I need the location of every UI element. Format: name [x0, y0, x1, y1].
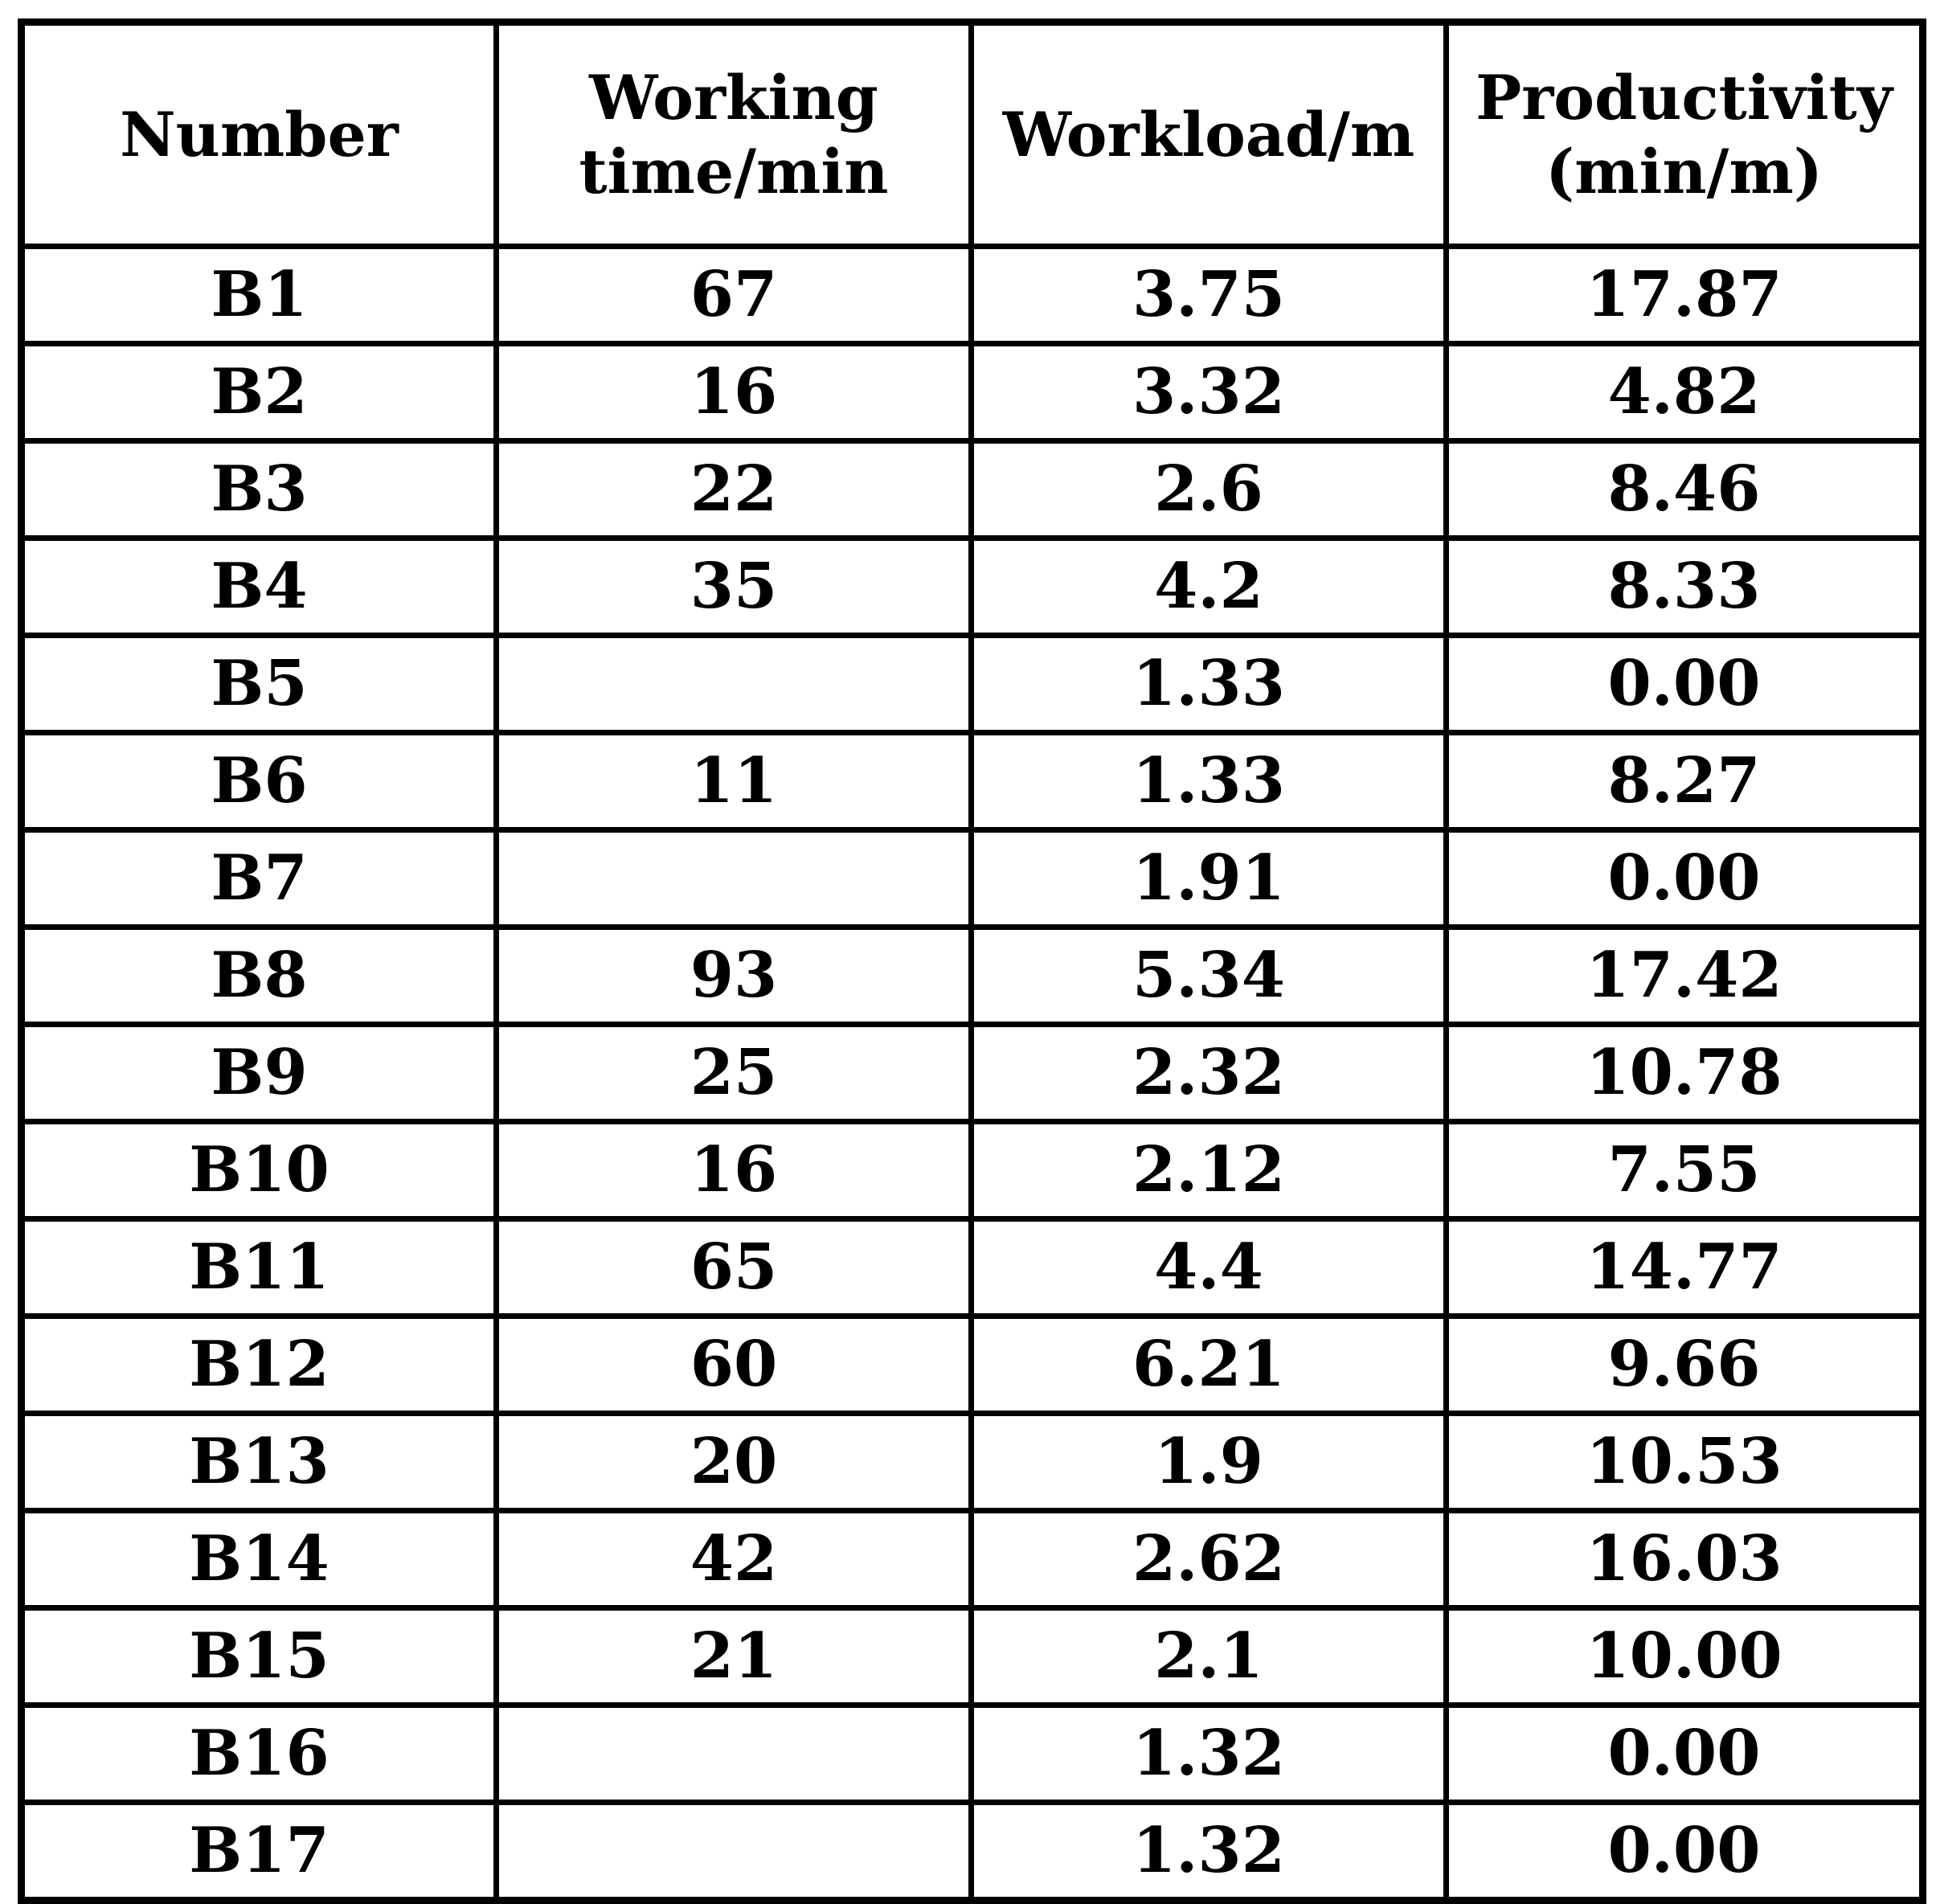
- table-row: [22, 733, 1923, 830]
- table-row: [22, 1511, 1923, 1608]
- cell-productivity: 0.00: [1447, 1705, 1923, 1803]
- cell-workload: 4.4: [972, 1219, 1447, 1316]
- cell-workload: 1.32: [972, 1803, 1447, 1901]
- cell-working-time: [497, 830, 972, 927]
- header-workload-label: Workload/m: [1002, 98, 1415, 170]
- cell-productivity: 10.00: [1447, 1608, 1923, 1705]
- cell-workload: 2.12: [972, 1122, 1447, 1219]
- cell-number: B14: [22, 1511, 497, 1608]
- cell-productivity: 8.46: [1447, 441, 1923, 538]
- cell-working-time: 21: [497, 1608, 972, 1705]
- cell-workload: 2.1: [972, 1608, 1447, 1705]
- cell-number: B6: [22, 733, 497, 830]
- header-productivity-line-2: (min/m): [1545, 135, 1823, 207]
- cell-number: B10: [22, 1122, 497, 1219]
- cell-productivity: 0.00: [1447, 830, 1923, 927]
- header-productivity-line-1: Productivity: [1476, 62, 1893, 134]
- cell-working-time: [497, 1705, 972, 1803]
- cell-number: B11: [22, 1219, 497, 1316]
- cell-working-time: 35: [497, 538, 972, 636]
- cell-number: B2: [22, 344, 497, 441]
- cell-productivity: 10.78: [1447, 1025, 1923, 1122]
- cell-productivity: 0.00: [1447, 636, 1923, 733]
- cell-productivity: 8.33: [1447, 538, 1923, 636]
- header-working-time-line-2: time/min: [579, 135, 889, 207]
- table-row: [22, 1316, 1923, 1414]
- cell-working-time: 42: [497, 1511, 972, 1608]
- cell-number: B9: [22, 1025, 497, 1122]
- table-body: [22, 247, 1923, 1901]
- cell-working-time: 22: [497, 441, 972, 538]
- cell-workload: 1.91: [972, 830, 1447, 927]
- table-row: [22, 830, 1923, 927]
- cell-number: B4: [22, 538, 497, 636]
- cell-productivity: 10.53: [1447, 1414, 1923, 1511]
- table-row: [22, 1025, 1923, 1122]
- table-row: [22, 344, 1923, 441]
- cell-number: B3: [22, 441, 497, 538]
- cell-number: B17: [22, 1803, 497, 1901]
- cell-workload: 3.75: [972, 247, 1447, 344]
- table-header: [22, 23, 1923, 247]
- cell-workload: 2.6: [972, 441, 1447, 538]
- cell-working-time: 20: [497, 1414, 972, 1511]
- cell-productivity: 7.55: [1447, 1122, 1923, 1219]
- table-row: [22, 1608, 1923, 1705]
- cell-working-time: 16: [497, 1122, 972, 1219]
- cell-productivity: 16.03: [1447, 1511, 1923, 1608]
- header-number: [22, 23, 497, 247]
- productivity-table-container: [18, 18, 1919, 1887]
- cell-number: B8: [22, 927, 497, 1025]
- header-workload: [972, 23, 1447, 247]
- cell-working-time: 67: [497, 247, 972, 344]
- cell-productivity: 17.42: [1447, 927, 1923, 1025]
- cell-productivity: 8.27: [1447, 733, 1923, 830]
- cell-number: B1: [22, 247, 497, 344]
- header-row: [22, 23, 1923, 247]
- cell-workload: 2.62: [972, 1511, 1447, 1608]
- cell-number: B12: [22, 1316, 497, 1414]
- table-row: [22, 636, 1923, 733]
- header-working-time-line-1: Working: [589, 62, 878, 134]
- cell-workload: 4.2: [972, 538, 1447, 636]
- cell-productivity: 4.82: [1447, 344, 1923, 441]
- header-number-label: Number: [120, 98, 399, 170]
- cell-working-time: 65: [497, 1219, 972, 1316]
- cell-productivity: 17.87: [1447, 247, 1923, 344]
- cell-workload: 1.32: [972, 1705, 1447, 1803]
- productivity-table: [18, 18, 1926, 1904]
- cell-workload: 3.32: [972, 344, 1447, 441]
- table-row: [22, 1705, 1923, 1803]
- cell-working-time: 25: [497, 1025, 972, 1122]
- cell-productivity: 14.77: [1447, 1219, 1923, 1316]
- cell-workload: 6.21: [972, 1316, 1447, 1414]
- cell-workload: 5.34: [972, 927, 1447, 1025]
- cell-workload: 1.9: [972, 1414, 1447, 1511]
- cell-number: B15: [22, 1608, 497, 1705]
- cell-working-time: 11: [497, 733, 972, 830]
- cell-working-time: [497, 636, 972, 733]
- cell-working-time: 60: [497, 1316, 972, 1414]
- cell-number: B7: [22, 830, 497, 927]
- cell-workload: 1.33: [972, 733, 1447, 830]
- table-row: [22, 441, 1923, 538]
- table-row: [22, 1803, 1923, 1901]
- table-row: [22, 1219, 1923, 1316]
- table-row: [22, 1414, 1923, 1511]
- cell-productivity: 9.66: [1447, 1316, 1923, 1414]
- cell-working-time: 93: [497, 927, 972, 1025]
- cell-number: B16: [22, 1705, 497, 1803]
- cell-working-time: 16: [497, 344, 972, 441]
- cell-workload: 2.32: [972, 1025, 1447, 1122]
- table-row: [22, 538, 1923, 636]
- cell-number: B13: [22, 1414, 497, 1511]
- table-row: [22, 1122, 1923, 1219]
- cell-workload: 1.33: [972, 636, 1447, 733]
- cell-productivity: 0.00: [1447, 1803, 1923, 1901]
- header-working-time: [497, 23, 972, 247]
- table-row: [22, 927, 1923, 1025]
- cell-number: B5: [22, 636, 497, 733]
- table-row: [22, 247, 1923, 344]
- header-productivity: [1447, 23, 1923, 247]
- cell-working-time: [497, 1803, 972, 1901]
